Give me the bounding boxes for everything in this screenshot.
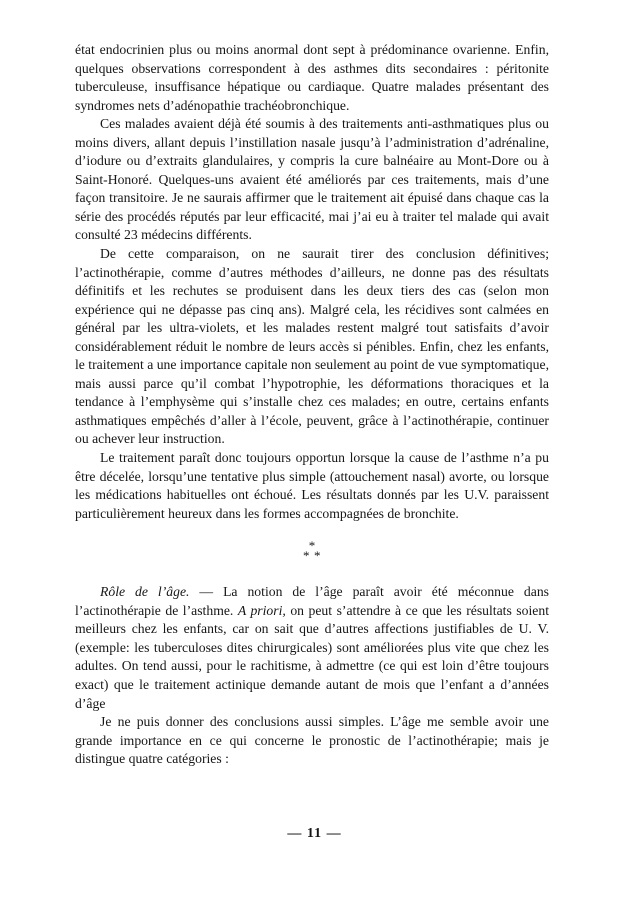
- section-body: on peut s’attendre à ce que les résultats soient meilleurs chez les enfants, car on sait que d’autres affections justifiables de U. V. (exemple: les tuberculoses dites chirurgicales) sont améliorées plus vite que chez les adultes. On tend aussi, pour le rachitisme, à admettre (ce qui est loin d’être toujours exact) que le traitement actinique demande autant de mois que l’enfant a d’années d’âge: [75, 602, 550, 711]
- section-heading: Rôle de l’âge.: [100, 584, 190, 600]
- paragraph-comparison: De cette comparaison, on ne saurait tirer des conclusion définitives; l’actinothérapie, comme d’autres méthodes d’ailleurs, ne donne pas des résultats définitifs et les rechutes se produisent dans les deux tiers des cas (selon mon expérience qui ne dépasse pas cinq ans). Malgré cela, les récidives sont calmées en général par les ultra-violets, et les malades restent malgré tout satisfaits d’avoir considérablement réduit le nombre de leurs accès si pénibles. Enfin, chez les enfants, le traitement a une importance capitale non seulement au point de vue symptomatique, mais aussi parce qu’il combat l’hypotrophie, les déformations thoraciques et la tendance à l’emphysème qui s’installe chez ces malades; en outre, certains enfants asthmatiques empêchés d’aller à l’école, peuvent, grâce à l’actinothérapie, continuer ou achever leur instruction.: [75, 246, 549, 447]
- page-number: — 11 —: [287, 826, 342, 841]
- section-heading-continuation: — La notion de l’âge paraît avoir été méconnue dans l’actinothérapie de l’asthme.: [75, 584, 549, 618]
- asterism-separator: [75, 535, 549, 571]
- body-text: [75, 41, 549, 769]
- asterism-star-bottom-left: *: [303, 548, 310, 564]
- paragraph-categories: Je ne puis donner des conclusions aussi simples. L’âge me semble avoir une grande importance en ce qui concerne le pronostic de l’actinothérapie; mais je distingue quatre catégories :: [75, 714, 549, 767]
- a-priori-term: A priori,: [237, 602, 286, 618]
- paragraph-opportunity: Le traitement paraît donc toujours opportun lorsque la cause de l’asthme n’a pu être décelée, lorsqu’une tentative plus simple (attouchement nasal) avorte, ou lorsque les médications habituelles ont échoué. Les résultats donnés par les U.V. paraissent particulièrement heureux dans les formes accompagnées de bronchite.: [75, 450, 549, 521]
- asterism-star-top: *: [308, 538, 316, 554]
- paragraph-continuation: état endocrinien plus ou moins anormal dont sept à prédominance ovarienne. Enfin, quelques observations correspondent à des asthmes dits secondaires : péritonite tuberculeuse, insuffisance hépatique ou cardiaque. Quatre malades présentant des syndromes nets d’adénopathie trachéobronchique.: [75, 42, 549, 113]
- asterism-star-bottom-right: *: [314, 548, 321, 564]
- paragraph-prior-treatments: Ces malades avaient déjà été soumis à des traitements anti-asthmatiques plus ou moins divers, allant depuis l’instillation nasale jusqu’à l’administration d’adrénaline, d’iodure ou d’extraits glandulaires, y compris la cure balnéaire au Mont-Dore ou à Saint-Honoré. Quelques-uns avaient été améliorés par ces traitements, mais d’une façon transitoire. Je ne saurais affirmer que le traitement ait épuisé dans chaque cas la série des procédés réputés par leur efficacité, mai j’ai eu à traiter tel malade qui avait consulté 23 médecins différents.: [75, 116, 549, 243]
- paragraph-role-of-age: [75, 583, 549, 713]
